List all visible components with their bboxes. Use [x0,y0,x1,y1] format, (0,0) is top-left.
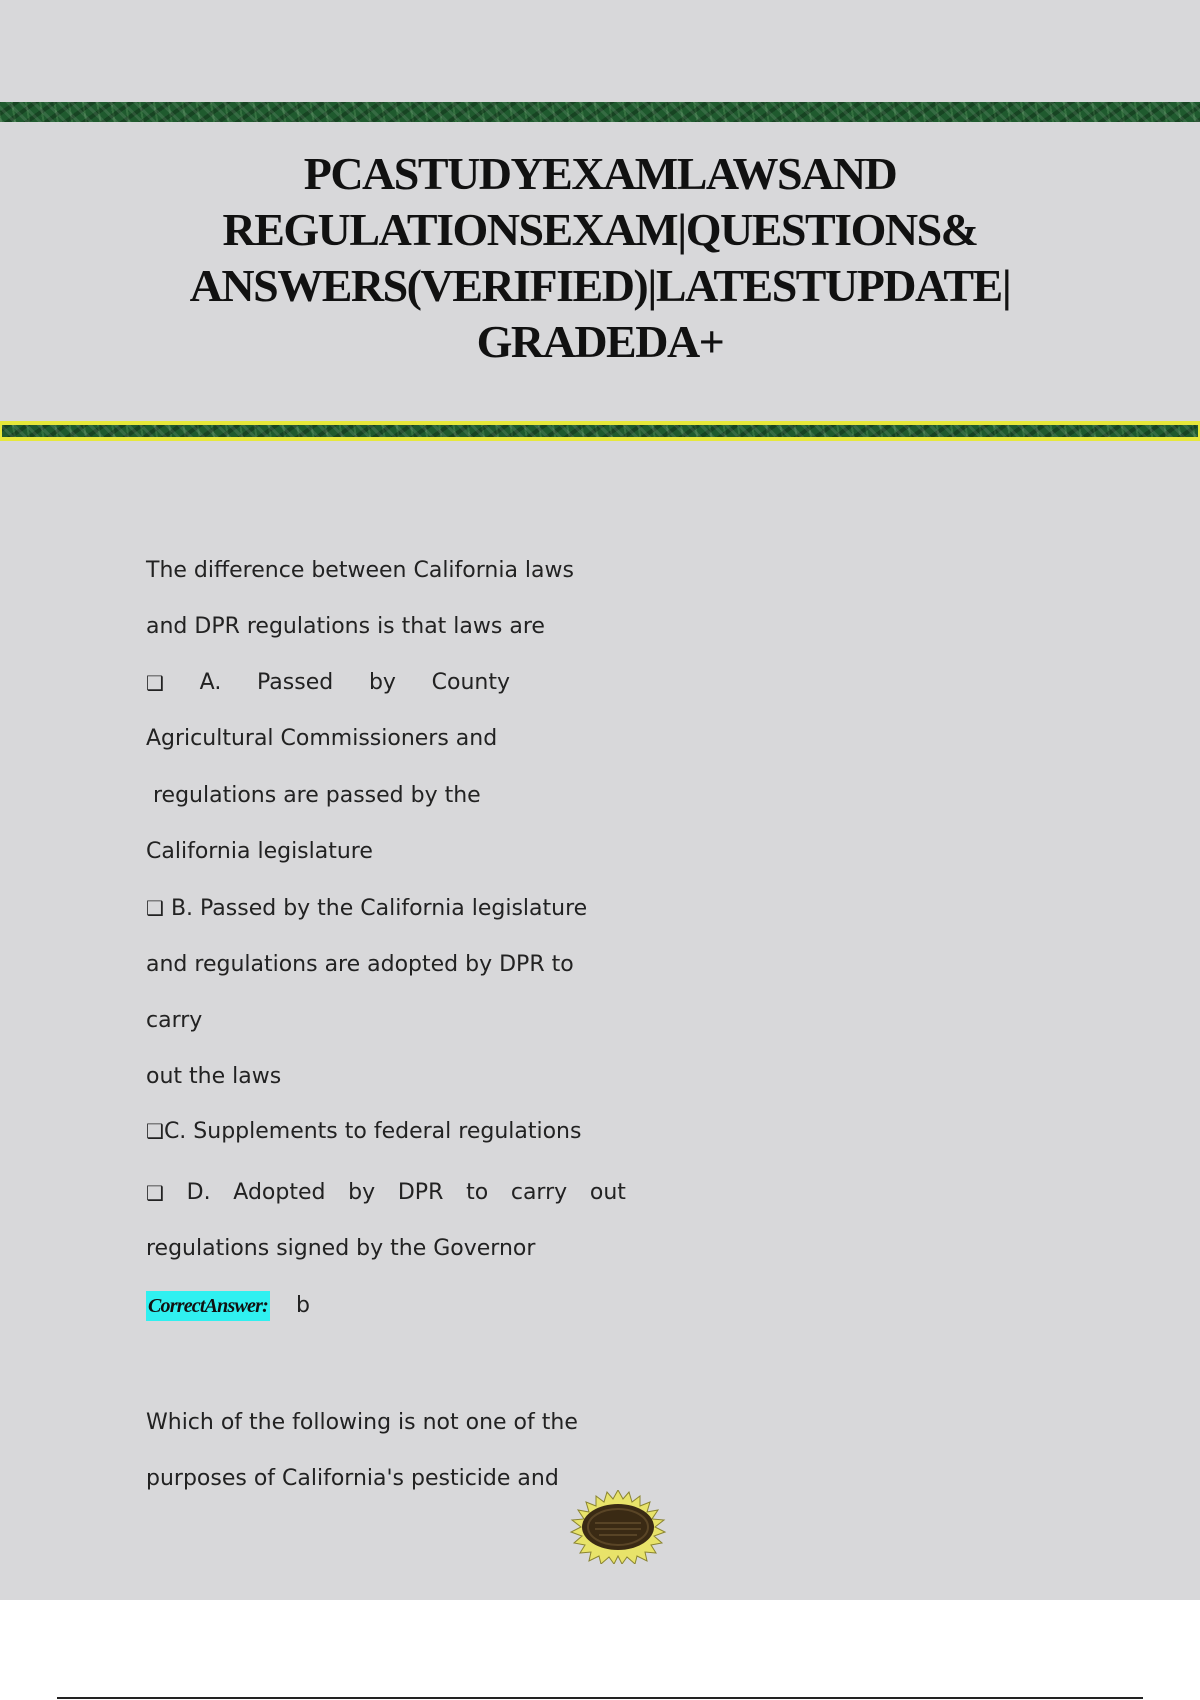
option-b-line: carry [146,1008,203,1033]
option-d-word: carry [510,1180,568,1205]
option-a-word: A. [199,670,222,695]
bottom-banner-bar [0,421,1200,441]
question1-stem-line-2: and DPR regulations is that laws are [146,614,545,639]
checkbox-icon[interactable]: ❑ [146,1119,164,1143]
option-d-word: to [466,1180,489,1205]
option-a-line: regulations are passed by the [146,783,481,808]
option-d-line: regulations signed by the Governor [146,1236,536,1261]
option-b-line: out the laws [146,1064,282,1089]
footer-rule [57,1697,1143,1699]
option-b-line: and regulations are adopted by DPR to [146,952,574,977]
title-line-4: GRADEDA+ [476,316,724,367]
option-b-first-line [146,893,587,924]
document-title [100,146,1100,370]
option-c-line [146,1116,581,1147]
checkbox-icon[interactable]: ❑ [146,671,164,695]
question1-stem-line-1: The difference between California laws [146,558,574,583]
option-b-text: B. Passed by the California legislature [170,896,588,921]
option-c-text: C. Supplements to federal regulations [163,1119,582,1144]
seal-center [582,1504,654,1550]
option-d-first-line [146,1178,626,1208]
option-d-word: Adopted [233,1180,326,1205]
title-line-2: REGULATIONSEXAM|QUESTIONS& [222,204,978,255]
checkbox-icon[interactable]: ❑ [146,896,164,920]
option-d-word: D. [186,1180,211,1205]
correct-answer-value: b [295,1293,310,1318]
question2-stem-line-1: Which of the following is not one of the [146,1410,578,1435]
option-a-line: California legislature [146,839,373,864]
title-line-3: ANSWERS(VERIFIED)|LATESTUPDATE| [189,260,1011,311]
checkbox-icon[interactable]: ❑ [146,1181,164,1205]
option-a-line: Agricultural Commissioners and [146,726,498,751]
option-a-word: County [431,670,510,695]
option-a-word: Passed [257,670,334,695]
correct-answer-row [146,1291,310,1321]
option-a-word: by [368,670,396,695]
option-a-first-line [146,668,510,698]
question2-stem-line-2: purposes of California's pesticide and [146,1466,559,1491]
sunburst-seal-icon [569,1490,667,1564]
option-d-word: out [589,1180,626,1205]
option-d-word: by [348,1180,376,1205]
top-banner-bar [0,102,1200,122]
correct-answer-label: CorrectAnswer: [146,1291,270,1321]
option-d-word: DPR [397,1180,444,1205]
title-line-1: PCASTUDYEXAMLAWSAND [303,148,897,199]
